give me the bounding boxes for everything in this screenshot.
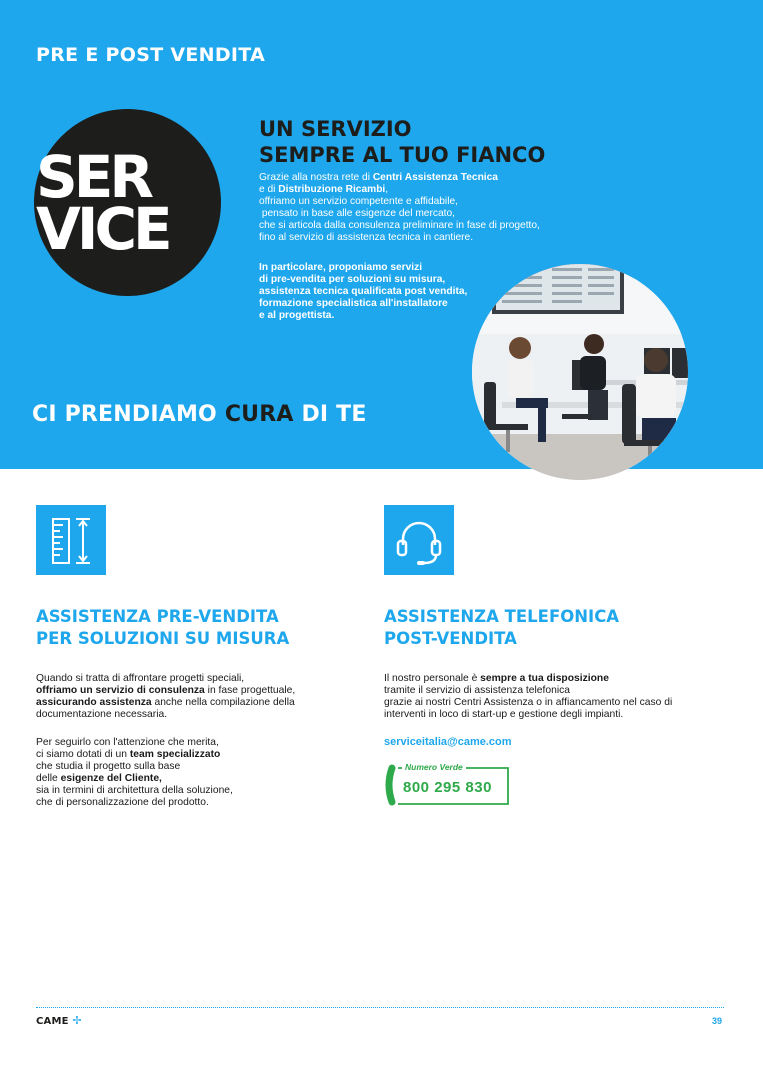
intro-text: offriamo un servizio competente e affidabile, <box>259 195 458 207</box>
body-text: in fase progettuale, <box>204 684 296 696</box>
body-bold: team specializzato <box>129 748 221 760</box>
service-logo-line1: SER <box>36 143 151 211</box>
brand-name: CAME <box>36 1016 69 1027</box>
tagline <box>32 402 367 427</box>
headline-line1: UN SERVIZIO <box>259 117 412 141</box>
summary-line: In particolare, proponiamo servizi <box>259 262 423 273</box>
body-text: delle <box>36 772 61 784</box>
service-logo-line2: VICE <box>36 195 169 263</box>
body-bold: esigenze del Cliente, <box>60 772 162 784</box>
summary-line: di pre-vendita per soluzioni su misura, <box>259 273 446 285</box>
pre-sales-title <box>36 606 289 650</box>
intro-text: fino al servizio di assistenza tecnica in cantiere. <box>259 231 474 243</box>
service-email-link[interactable]: serviceitalia@came.com <box>384 736 512 748</box>
body-text: documentazione necessaria. <box>36 708 168 720</box>
summary-line: formazione specialistica all'installatore <box>259 297 448 309</box>
numero-verde-label: Numero Verde <box>402 762 466 772</box>
footer-divider <box>36 1007 724 1008</box>
body-text: anche nella compilazione della <box>151 696 295 708</box>
pre-sales-title-line2: PER SOLUZIONI SU MISURA <box>36 629 290 648</box>
intro-bold: Distribuzione Ricambi <box>278 183 386 195</box>
ruler-measure-icon <box>36 505 106 575</box>
page-number: 39 <box>712 1016 723 1026</box>
intro-paragraph <box>259 172 540 243</box>
post-sales-title <box>384 606 619 650</box>
body-text: sia in termini di architettura della soluzione, <box>36 784 233 796</box>
tagline-part: CI PRENDIAMO <box>32 402 225 427</box>
tagline-part: DI TE <box>293 402 367 427</box>
section-title: PRE E POST VENDITA <box>36 44 266 66</box>
body-bold: sempre a tua disposizione <box>480 673 609 684</box>
services-summary <box>259 262 467 322</box>
pre-sales-icon-box <box>36 505 106 575</box>
pre-sales-paragraph-2 <box>36 737 233 808</box>
intro-text: pensato in base alle esigenze del mercato, <box>259 207 455 219</box>
came-mark-icon: ✢ <box>72 1014 82 1027</box>
tagline-highlight: CURA <box>224 402 294 427</box>
intro-text: e di <box>259 183 279 195</box>
body-text: che studia il progetto sulla base <box>36 760 181 772</box>
came-logo <box>36 1014 82 1027</box>
intro-bold: Centri Assistenza Tecnica <box>372 172 498 183</box>
body-text: Per seguirlo con l'attenzione che merita, <box>36 737 219 748</box>
numero-verde-badge[interactable] <box>384 762 512 808</box>
call-center-illustration <box>472 264 688 480</box>
post-sales-title-line1: ASSISTENZA TELEFONICA <box>384 607 620 626</box>
post-sales-title-line2: POST-VENDITA <box>384 629 517 648</box>
body-text: Quando si tratta di affrontare progetti speciali, <box>36 673 245 684</box>
body-text: Il nostro personale è <box>384 673 481 684</box>
summary-line: e al progettista. <box>259 309 335 321</box>
post-sales-icon-box <box>384 505 454 575</box>
intro-text: che si articola dalla consulenza preliminare in fase di progetto, <box>259 219 540 231</box>
call-center-photo <box>472 264 688 480</box>
numero-verde-number: 800 295 830 <box>403 779 492 796</box>
post-sales-paragraph <box>384 673 672 721</box>
body-text: tramite il servizio di assistenza telefonica <box>384 684 570 696</box>
pre-sales-title-line1: ASSISTENZA PRE-VENDITA <box>36 607 279 626</box>
body-text: che di personalizzazione del prodotto. <box>36 796 209 808</box>
intro-text: , <box>385 183 389 195</box>
pre-sales-paragraph-1 <box>36 673 295 721</box>
headline <box>259 116 545 168</box>
body-bold: offriamo un servizio di consulenza <box>36 684 205 696</box>
body-text: ci siamo dotati di un <box>36 748 130 760</box>
intro-text: Grazie alla nostra rete di <box>259 172 373 183</box>
body-bold: assicurando assistenza <box>36 696 152 708</box>
summary-line: assistenza tecnica qualificata post vendita, <box>259 285 468 297</box>
body-text: interventi in loco di start-up e gestione degli impianti. <box>384 708 624 720</box>
body-text: grazie ai nostri Centri Assistenza o in affiancamento nel caso di <box>384 696 673 708</box>
headline-line2: SEMPRE AL TUO FIANCO <box>259 143 546 167</box>
headset-icon <box>384 505 454 575</box>
